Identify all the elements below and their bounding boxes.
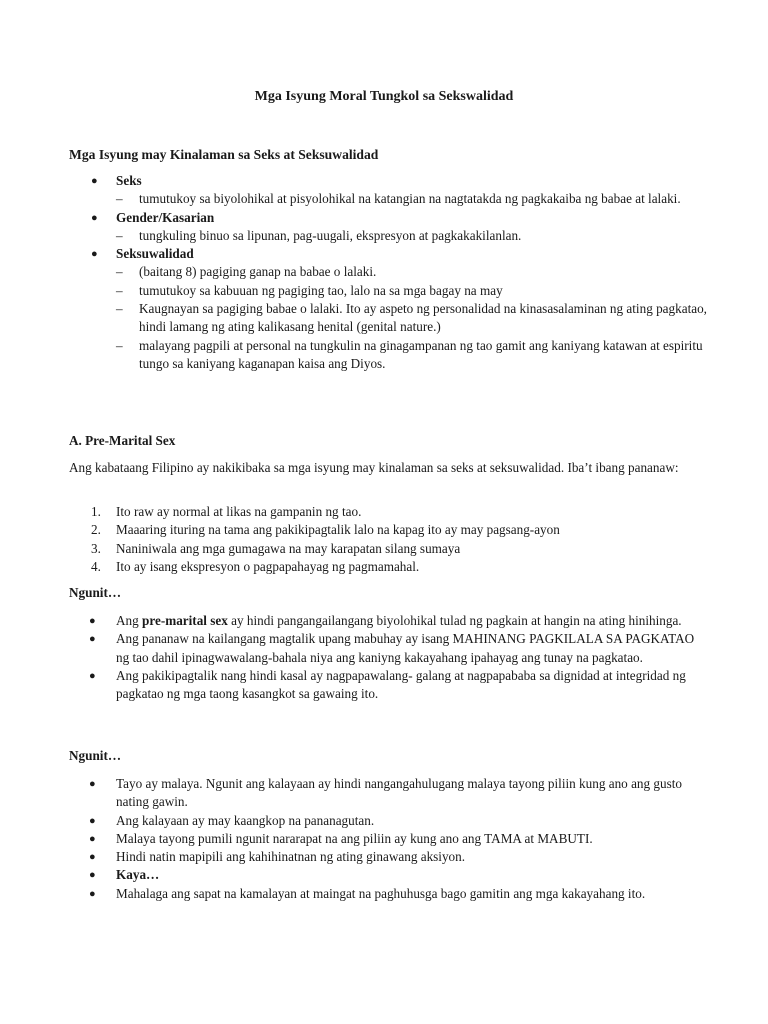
list-item: ● Hindi natin mapipili ang kahihinatnan ng ating ginawang aksiyon.: [69, 848, 709, 866]
ngunit-label: Ngunit…: [69, 748, 122, 763]
definition-sub: – (baitang 8) pagiging ganap na babae o lalaki.: [116, 264, 377, 280]
section-a-intro: Ang kabataang Filipino ay nakikibaka sa mga isyung may kinalaman sa seks at seksuwalidad. Iba’t ibang pananaw:: [69, 460, 679, 475]
definition-item: ● Seksuwalidad: [69, 245, 709, 263]
list-item: 2. Maaaring ituring na tama ang pakikipagtalik lalo na kapag ito ay may pagsang-ayon: [91, 522, 560, 538]
list-item: ● Tayo ay malaya. Ngunit ang kalayaan ay hindi nangangahulugang malaya tayong piliin kung ano ang gusto nating gawin.: [89, 776, 682, 810]
section-heading: Mga Isyung may Kinalaman sa Seks at Seksuwalidad: [69, 147, 379, 162]
definition-sub: – tungkuling binuo sa lipunan, pag-uugali, ekspresyon at pagkakakilanlan.: [116, 227, 522, 243]
document-title: Mga Isyung Moral Tungkol sa Sekswalidad: [254, 89, 514, 104]
definition-item: ● Seks: [69, 172, 709, 190]
bullet-icon: ●: [91, 248, 98, 261]
bullet-icon: ●: [89, 814, 96, 827]
bullet-icon: ●: [91, 175, 98, 187]
point-list: [69, 775, 709, 903]
bullet-icon: ●: [89, 778, 96, 790]
bullet-icon: ●: [89, 887, 96, 900]
list-item: 1. Ito raw ay normal at likas na gampanin ng tao.: [91, 504, 362, 519]
bullet-icon: ●: [89, 851, 96, 864]
definition-item: ● Gender/Kasarian: [69, 209, 709, 227]
definition-list: [69, 172, 709, 373]
bullet-icon: ●: [89, 669, 96, 682]
bullet-icon: ●: [89, 832, 96, 845]
definition-sub: – Kaugnayan sa pagiging babae o lalaki. Ito ay aspeto ng personalidad na kinasasalaminan ng ating pagkatao, hindi lamang ng ating kalikasang henital (genital nature.): [116, 301, 707, 335]
numbered-list: [69, 503, 709, 576]
point-list: [69, 612, 709, 703]
definition-sub: – tumutukoy sa biyolohikal at pisyolohikal na katangian na nagtatakda ng pagkakaiba ng babae at lalaki.: [116, 191, 681, 207]
list-item: 4. Ito ay isang ekspresyon o pagpapahayag ng pagmamahal.: [91, 558, 420, 574]
definition-sub: – tumutukoy sa kabuuan ng pagiging tao, lalo na sa mga bagay na may: [116, 282, 503, 298]
list-item: ● Ang pananaw na kailangang magtalik upang mabuhay ay isang MAHINANG PAGKILALA SA PAGKATAO ng tao dahil ipinagwawalang-bahala niya ang kaniyng kakayahang ipahayag ang tunay na pagkatao.: [89, 631, 695, 665]
bullet-icon: ●: [89, 615, 96, 627]
bullet-icon: ●: [89, 633, 96, 646]
list-item: ● Mahalaga ang sapat na kamalayan at maingat na paghuhusga bago gamitin ang mga kakayahang ito.: [69, 885, 709, 903]
ngunit-label: Ngunit…: [69, 585, 122, 600]
list-item: ● Ang pre-marital sex ay hindi pangangailangang biyolohikal tulad ng pagkain at hangin na ating hinihinga.: [69, 612, 709, 630]
list-item: 3. Naniniwala ang mga gumagawa na may karapatan silang sumaya: [91, 540, 461, 556]
list-item: ● Kaya…: [69, 866, 709, 884]
list-item: ● Ang kalayaan ay may kaangkop na pananagutan.: [69, 812, 709, 830]
bullet-icon: ●: [89, 869, 96, 882]
section-a-heading: A. Pre-Marital Sex: [69, 433, 176, 448]
definition-sub: – malayang pagpili at personal na tungkulin na ginagampanan ng tao gamit ang kaniyang katawan at espiritu tungo sa kaniyang kaganapan kaisa ang Diyos.: [116, 337, 703, 371]
list-item: ● Malaya tayong pumili ngunit nararapat na ang piliin ay kung ano ang TAMA at MABUTI.: [69, 830, 709, 848]
list-item: ● Ang pakikipagtalik nang hindi kasal ay nagpapawalang- galang at nagpapababa sa dignidad at integridad ng pagkatao ng mga taong kasangkot sa gawaing ito.: [89, 667, 686, 702]
bullet-icon: ●: [91, 211, 98, 224]
